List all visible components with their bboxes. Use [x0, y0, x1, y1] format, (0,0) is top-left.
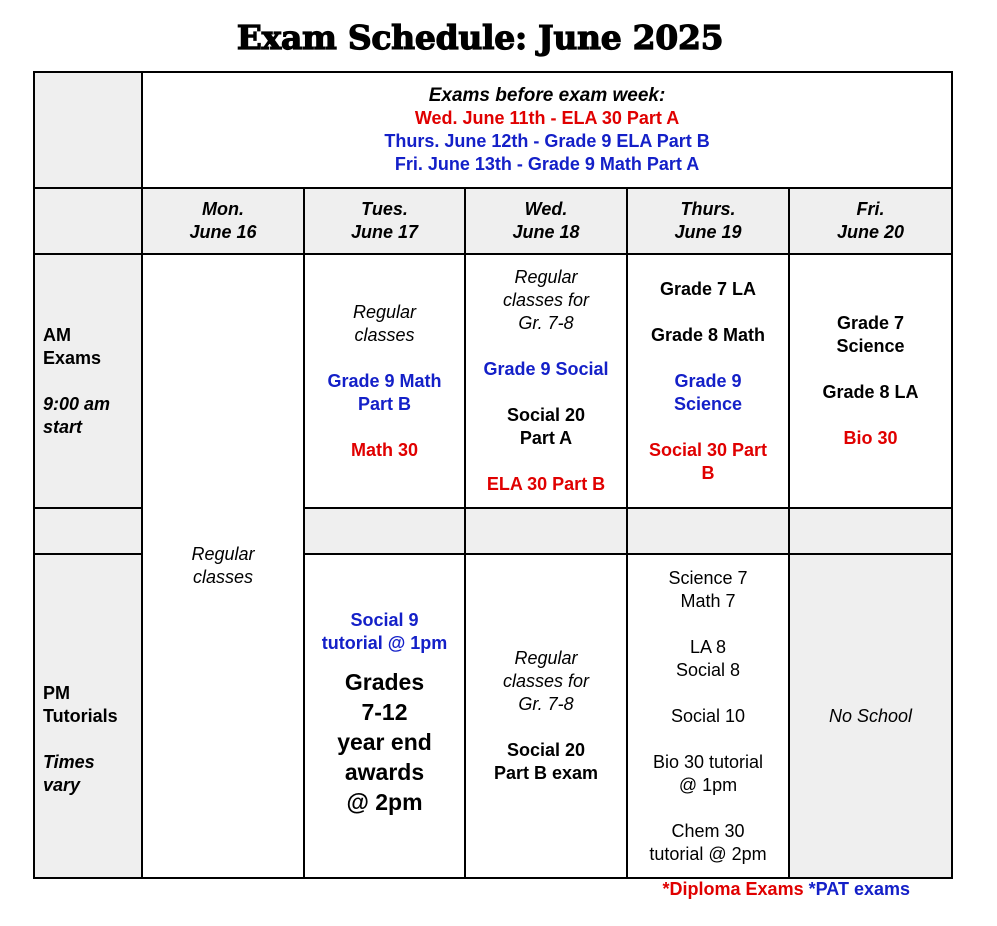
- regular-classes: Regular: [352, 301, 417, 322]
- pre-exam-line: Fri. June 13th - Grade 9 Math Part A: [394, 154, 700, 174]
- pm-label: Tutorials: [43, 705, 118, 726]
- awards-text: 7-12: [361, 699, 408, 725]
- day-date: June 17: [350, 222, 419, 242]
- pm-label: PM: [43, 682, 70, 703]
- pat-tutorial: tutorial @ 1pm: [321, 633, 448, 653]
- exam: Part A: [519, 428, 573, 448]
- corner-cell: [34, 72, 142, 188]
- pre-exam-heading: Exams before exam week:: [428, 85, 666, 106]
- day-header: [465, 188, 627, 254]
- thu-am-cell: [627, 254, 789, 508]
- schedule-table: [33, 71, 953, 879]
- regular-classes: Gr. 7-8: [518, 313, 574, 333]
- am-label-cell: [34, 254, 142, 508]
- exam: Social 20: [506, 740, 586, 760]
- regular-classes: classes for: [502, 290, 590, 310]
- spacer-cell: [304, 508, 465, 554]
- am-label: AM: [43, 324, 71, 345]
- fri-pm-cell: [789, 554, 952, 878]
- day-name: Tues.: [361, 199, 408, 219]
- day-name: Wed.: [524, 199, 568, 219]
- regular-classes: Regular: [191, 544, 255, 564]
- day-header-row: [34, 188, 952, 254]
- no-school-text: No School: [829, 705, 913, 726]
- day-name: Fri.: [856, 199, 885, 219]
- exam: Grade 7 LA: [659, 278, 757, 299]
- fri-am-cell: [789, 254, 952, 508]
- tutorial: Math 7: [680, 590, 736, 611]
- regular-classes: Regular: [514, 267, 578, 287]
- thu-pm-cell: [627, 554, 789, 878]
- wed-am-cell: [465, 254, 627, 508]
- am-exams-row: [34, 254, 952, 508]
- day-name: Mon.: [202, 199, 244, 219]
- regular-classes: classes: [354, 324, 415, 345]
- day-date: June 19: [674, 222, 742, 242]
- pat-exam: Science: [673, 393, 743, 414]
- pat-exam: Grade 9: [674, 370, 742, 391]
- exam: Grade 8 Math: [650, 324, 766, 345]
- tutorial: Science 7: [668, 567, 748, 588]
- tutorial: Bio 30 tutorial: [652, 751, 764, 772]
- exam: Science: [836, 336, 905, 356]
- spacer-cell: [789, 508, 952, 554]
- page-title: Exam Schedule: June 2025: [236, 18, 724, 57]
- day-date: June 18: [512, 222, 580, 242]
- spacer-cell: [627, 508, 789, 554]
- day-date: June 20: [837, 222, 905, 242]
- day-date: June 16: [189, 222, 257, 242]
- legend-pat: *PAT exams: [808, 879, 910, 899]
- regular-classes: Regular: [514, 648, 578, 668]
- mon-cell: [142, 254, 304, 878]
- header-corner-cell: [34, 188, 142, 254]
- pat-tutorial: Social 9: [350, 610, 419, 630]
- tutorial: @ 1pm: [678, 774, 738, 795]
- tutorial: Chem 30: [671, 820, 745, 841]
- exam: Grade 8 LA: [822, 382, 919, 402]
- pm-label-cell: [34, 554, 142, 878]
- pre-exam-cell: [142, 72, 952, 188]
- pre-exam-row: [34, 72, 952, 188]
- am-label: Exams: [43, 347, 102, 368]
- diploma-exam: B: [701, 462, 715, 483]
- awards-text: awards: [344, 759, 425, 785]
- day-header: [627, 188, 789, 254]
- pre-exam-line: Thurs. June 12th - Grade 9 ELA Part B: [384, 131, 710, 151]
- diploma-exam: Bio 30: [843, 428, 898, 448]
- tutorial: LA 8: [689, 636, 727, 657]
- diploma-exam: Social 30 Part: [648, 439, 768, 460]
- tutorial: tutorial @ 2pm: [649, 843, 767, 864]
- tue-pm-cell: [304, 554, 465, 878]
- day-header: [142, 188, 304, 254]
- day-header: [789, 188, 952, 254]
- pm-time: Times: [43, 751, 95, 772]
- awards-text: Grades: [344, 669, 425, 695]
- diploma-exam: ELA 30 Part B: [486, 474, 606, 494]
- tutorial: Social 8: [675, 659, 741, 680]
- regular-classes: Gr. 7-8: [518, 694, 574, 714]
- pre-exam-line: Wed. June 11th - ELA 30 Part A: [414, 108, 680, 128]
- exam: Social 20: [506, 405, 586, 425]
- pat-exam: Grade 9 Math: [327, 370, 442, 391]
- awards-text: @ 2pm: [346, 789, 423, 815]
- spacer-cell: [34, 508, 142, 554]
- exam: Part B exam: [493, 763, 599, 783]
- tutorial: Social 10: [670, 705, 746, 726]
- regular-classes: classes for: [502, 671, 590, 691]
- spacer-cell: [465, 508, 627, 554]
- pat-exam: Part B: [357, 393, 411, 414]
- awards-text: year end: [337, 729, 432, 755]
- am-start-time: 9:00 am: [43, 393, 111, 414]
- day-name: Thurs.: [680, 199, 736, 219]
- diploma-exam: Math 30: [350, 439, 419, 460]
- exam: Grade 7: [837, 313, 905, 333]
- pm-time: vary: [43, 774, 81, 795]
- wed-pm-cell: [465, 554, 627, 878]
- tue-am-cell: [304, 254, 465, 508]
- legend: [0, 879, 910, 900]
- regular-classes: classes: [192, 567, 254, 587]
- pat-exam: Grade 9 Social: [483, 359, 609, 379]
- legend-diploma: *Diploma Exams: [662, 879, 804, 899]
- am-start-time: start: [43, 416, 83, 437]
- day-header: [304, 188, 465, 254]
